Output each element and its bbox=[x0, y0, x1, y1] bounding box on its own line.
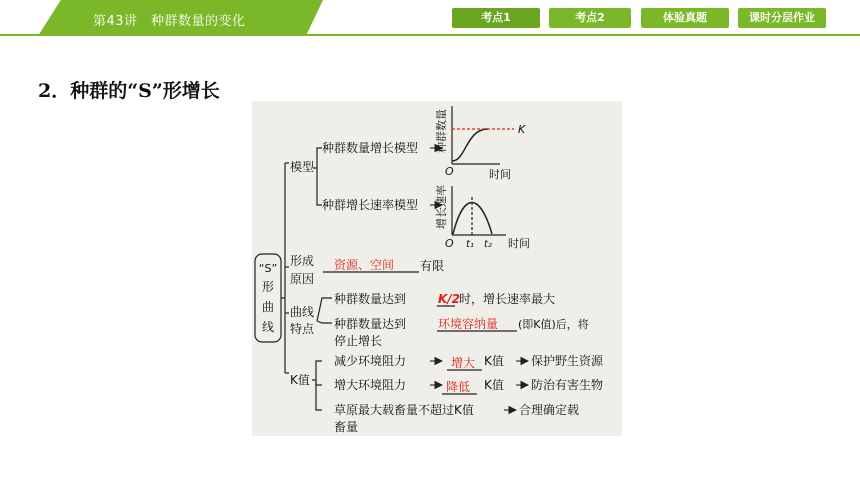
k2-mid: K值 bbox=[484, 378, 504, 392]
nav-tab-real-exam[interactable]: 体验真题 bbox=[641, 8, 729, 28]
k-label: K值 bbox=[290, 373, 310, 387]
root-text-2: 形 bbox=[261, 280, 275, 294]
graph1-k: K bbox=[518, 123, 526, 136]
graph2-xlabel: 时间 bbox=[508, 237, 530, 250]
k1-answer: 增大 bbox=[451, 356, 476, 370]
cause-label-2: 原因 bbox=[290, 272, 315, 286]
graph1-xlabel: 时间 bbox=[489, 168, 511, 181]
cause-suffix: 有限 bbox=[420, 259, 445, 273]
cause-answer: 资源、空间 bbox=[334, 258, 395, 272]
curve-label-1: 曲线 bbox=[290, 305, 315, 319]
k2-prefix: 增大环境阻力 bbox=[334, 378, 407, 392]
curve1-suffix: 时，增长速率最大 bbox=[459, 292, 556, 306]
k3-prefix: 草原最大载畜量不超过K值 bbox=[334, 403, 474, 417]
k1-prefix: 减少环境阻力 bbox=[334, 354, 407, 368]
lesson-title: 第43讲 种群数量的变化 bbox=[93, 14, 246, 29]
graph1-origin: O bbox=[445, 165, 454, 178]
graph2-ylabel: 增长速率 bbox=[435, 185, 448, 229]
root-text-3: 曲 bbox=[261, 300, 275, 314]
nav-tab-homework[interactable]: 课时分层作业 bbox=[738, 8, 826, 28]
root-text-4: 线 bbox=[261, 320, 275, 334]
cause-label-1: 形成 bbox=[290, 254, 315, 268]
curve-label-2: 特点 bbox=[290, 322, 315, 336]
nav-tab-kaodian2[interactable]: 考点2 bbox=[549, 8, 631, 28]
section-heading: 2．种群的“S”形增长 bbox=[38, 80, 220, 102]
top-bar bbox=[0, 0, 860, 36]
k2-answer: 降低 bbox=[446, 380, 471, 394]
graph2-origin: O bbox=[445, 237, 454, 250]
graph2-t1: t₁ bbox=[466, 239, 474, 250]
k1-result: 保护野生资源 bbox=[531, 354, 604, 368]
curve1-prefix: 种群数量达到 bbox=[334, 292, 407, 306]
curve2-prefix: 种群数量达到 bbox=[334, 317, 407, 331]
k2-result: 防治有害生物 bbox=[531, 378, 604, 392]
nav-tab-kaodian1[interactable]: 考点1 bbox=[452, 8, 540, 28]
header-divider bbox=[0, 34, 860, 36]
model-rate: 种群增长速率模型 bbox=[322, 198, 419, 212]
concept-diagram-svg bbox=[252, 101, 622, 436]
graph1-ylabel: 种群数量 bbox=[435, 109, 448, 153]
curve2-cont: 停止增长 bbox=[334, 334, 383, 348]
k1-mid: K值 bbox=[484, 354, 504, 368]
model-growth: 种群数量增长模型 bbox=[322, 141, 419, 155]
model-label: 模型 bbox=[290, 160, 315, 174]
concept-diagram bbox=[252, 101, 622, 436]
curve1-answer: K/2 bbox=[438, 292, 461, 306]
k3-result: 合理确定载 bbox=[519, 403, 580, 417]
root-text-1: “S” bbox=[258, 262, 278, 275]
graph2-t2: t₂ bbox=[484, 239, 492, 250]
curve2-answer: 环境容纳量 bbox=[438, 317, 499, 331]
curve2-suffix: (即K值)后，将 bbox=[518, 318, 589, 331]
k3-cont: 畜量 bbox=[334, 420, 359, 434]
